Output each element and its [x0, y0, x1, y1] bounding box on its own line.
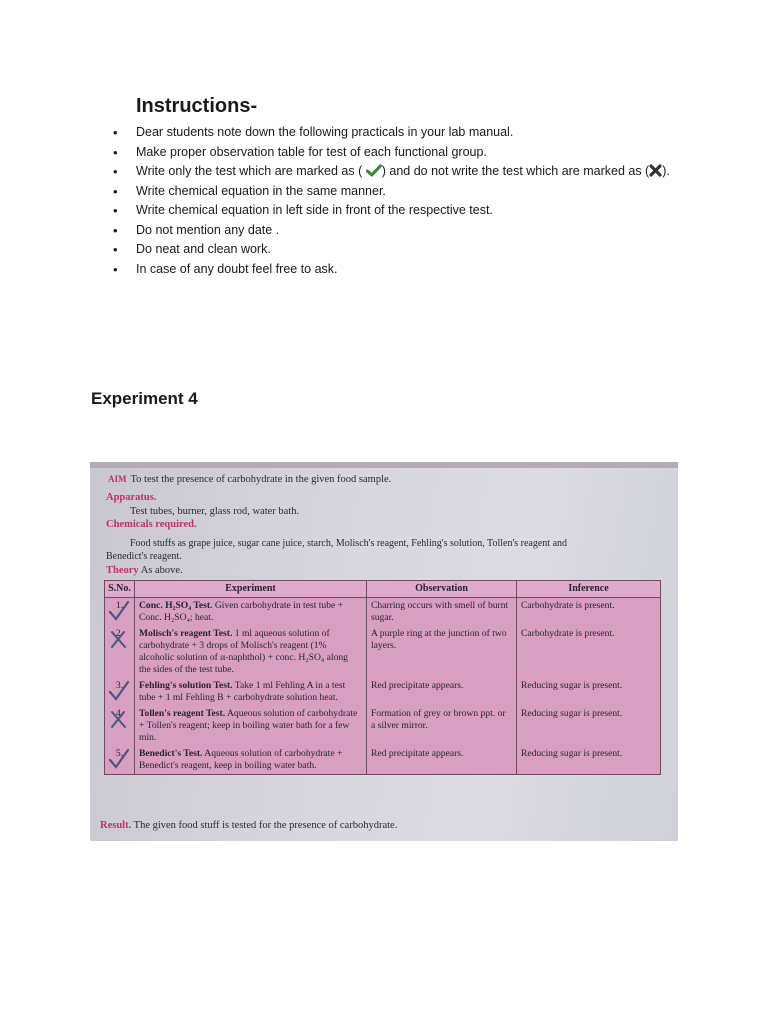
instructions-list: [113, 123, 673, 279]
instruction-item: • Write chemical equation in the same manner.: [113, 182, 673, 202]
aim-label: AIM: [108, 474, 127, 484]
chemicals-line-2: Benedict's reagent.: [106, 551, 182, 562]
instruction-item: • Write chemical equation in left side in front of the respective test.: [113, 201, 673, 221]
experiment-cell: Tollen's reagent Test. Aqueous solution of carbohydrate + Tollen's reagent; keep in boiling water bath for a few min.: [135, 706, 367, 746]
lab-manual-photo: [90, 462, 678, 841]
chemicals-line-1: Food stuffs as grape juice, sugar cane juice, starch, Molisch's reagent, Fehling's solution, Tollen's reagent and: [130, 538, 568, 549]
inference-cell: Reducing sugar is present.: [517, 746, 661, 775]
check-mark-icon: [366, 164, 382, 177]
experiment-cell: Molisch's reagent Test. 1 ml aqueous solution of carbohydrate + 3 drops of Molisch's reagent (1% alcoholic solution of α-naphthol) + conc. H₂SO₄ along the sides of the test tube.: [135, 626, 367, 678]
result-label: Result.: [100, 820, 132, 831]
sno-cell: 3.: [105, 678, 135, 706]
observation-cell: Red precipitate appears.: [367, 746, 517, 775]
table-header-row: [105, 581, 661, 598]
pen-cross-icon: [107, 708, 129, 730]
cross-mark-icon: [649, 164, 662, 177]
table-row: [105, 706, 661, 746]
instruction-item: • Make proper observation table for test of each functional group.: [113, 143, 673, 163]
table-row: [105, 678, 661, 706]
photo-top-band: [90, 462, 678, 468]
table-row: [105, 626, 661, 678]
theory-label: Theory: [106, 565, 139, 576]
aim-line: [108, 474, 391, 485]
instructions-heading: Instructions-: [136, 95, 258, 117]
instruction-item: • Write only the test which are marked as ( ) and do not write the test which are marked as ( ).: [113, 162, 673, 182]
experiment-cell: Benedict's Test. Aqueous solution of carbohydrate + Benedict's reagent, keep in boiling water bath.: [135, 746, 367, 775]
table-row: [105, 598, 661, 627]
theory-text: As above.: [140, 565, 183, 576]
column-header: Observation: [367, 581, 517, 598]
inference-cell: Reducing sugar is present.: [517, 678, 661, 706]
instruction-item: • Do not mention any date .: [113, 221, 673, 241]
sno-cell: 2.: [105, 626, 135, 678]
experiment-cell: Conc. H₂SO₄ Test. Given carbohydrate in test tube + Conc. H₂SO₄; heat.: [135, 598, 367, 627]
inference-cell: Reducing sugar is present.: [517, 706, 661, 746]
experiment-table: [104, 580, 661, 775]
pen-tick-icon: [107, 680, 129, 702]
sno-cell: 1.: [105, 598, 135, 627]
instruction-item: • In case of any doubt feel free to ask.: [113, 260, 673, 280]
result-line: [100, 820, 397, 831]
observation-cell: A purple ring at the junction of two layers.: [367, 626, 517, 678]
experiment-cell: Fehling's solution Test. Take 1 ml Fehling A in a test tube + 1 ml Fehling B + carbohydrate solution heat.: [135, 678, 367, 706]
pen-tick-icon: [107, 748, 129, 770]
column-header: Inference: [517, 581, 661, 598]
observation-cell: Formation of grey or brown ppt. or a silver mirror.: [367, 706, 517, 746]
sno-cell: 4.: [105, 706, 135, 746]
table-row: [105, 746, 661, 775]
column-header: S.No.: [105, 581, 135, 598]
aim-text: To test the presence of carbohydrate in the given food sample.: [130, 474, 392, 485]
instruction-item: • Dear students note down the following practicals in your lab manual.: [113, 123, 673, 143]
apparatus-label: Apparatus.: [106, 492, 157, 503]
observation-cell: Red precipitate appears.: [367, 678, 517, 706]
experiment-title: Experiment 4: [91, 389, 198, 408]
chemicals-label: Chemicals required.: [106, 519, 197, 530]
pen-tick-icon: [107, 600, 129, 622]
inference-cell: Carbohydrate is present.: [517, 626, 661, 678]
instruction-item: • Do neat and clean work.: [113, 240, 673, 260]
sno-cell: 5.: [105, 746, 135, 775]
result-text: The given food stuff is tested for the presence of carbohydrate.: [133, 820, 398, 831]
column-header: Experiment: [135, 581, 367, 598]
theory-line: [106, 565, 183, 576]
pen-cross-icon: [107, 628, 129, 650]
inference-cell: Carbohydrate is present.: [517, 598, 661, 627]
observation-cell: Charring occurs with smell of burnt sugar.: [367, 598, 517, 627]
apparatus-text: Test tubes, burner, glass rod, water bath.: [130, 506, 300, 517]
